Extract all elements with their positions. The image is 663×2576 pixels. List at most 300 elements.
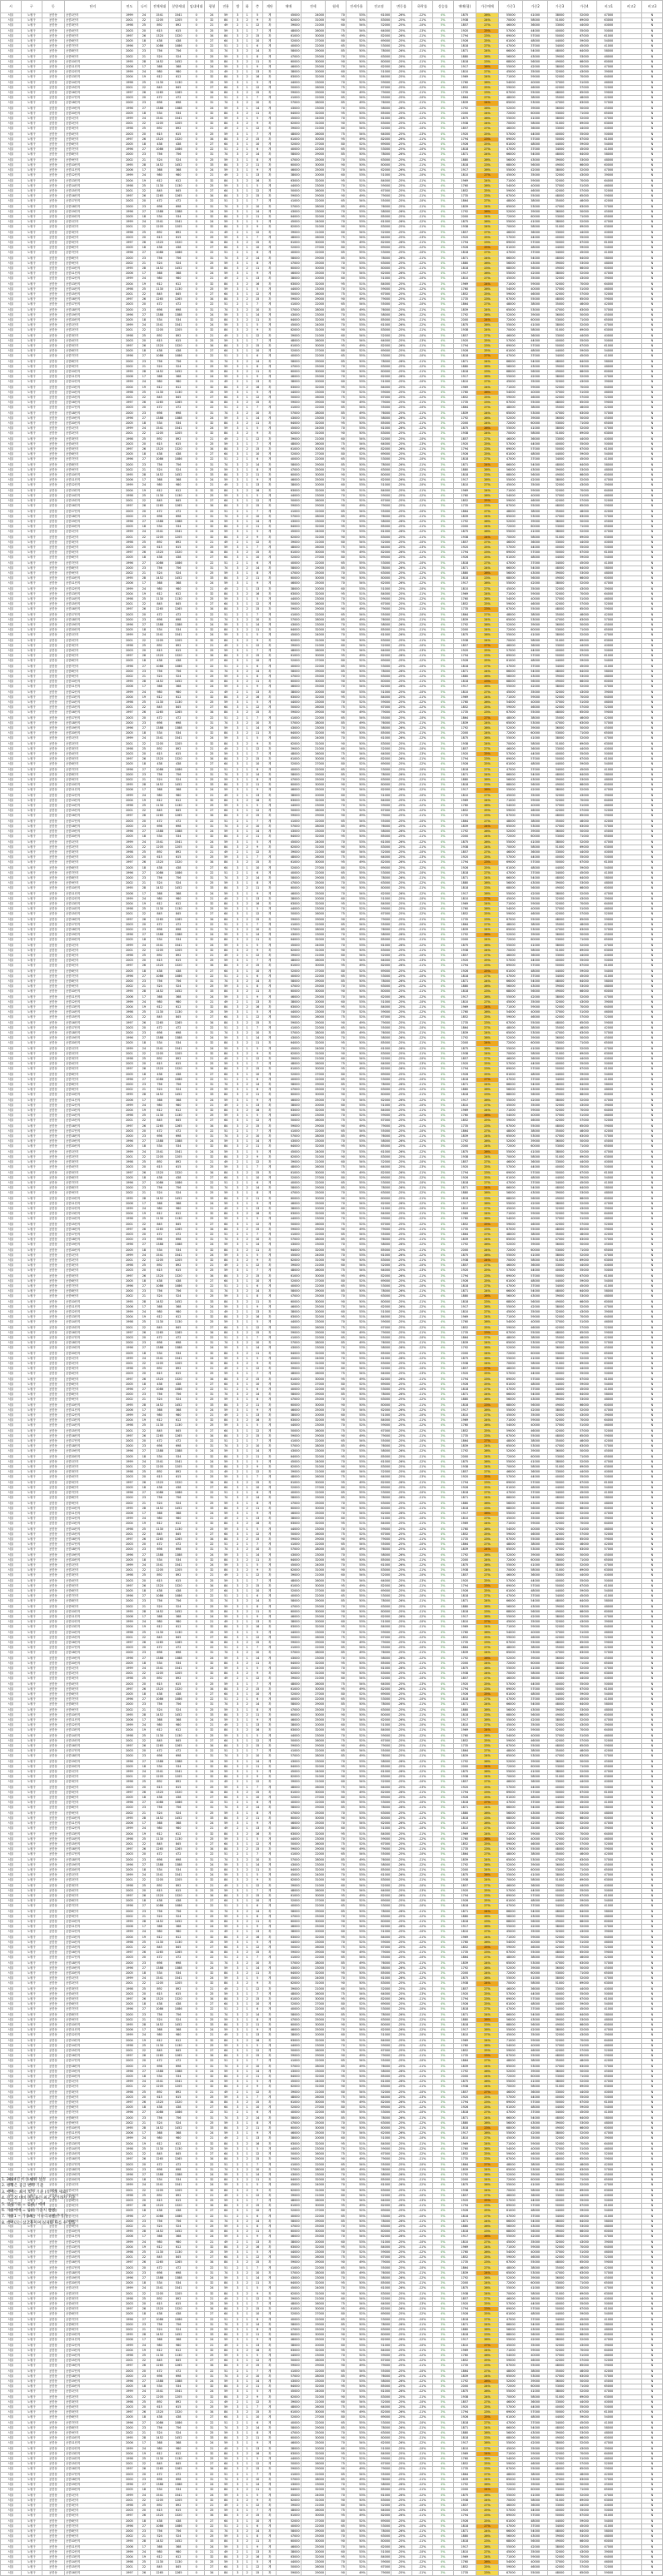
table-cell[interactable]: 24% [476,695,498,700]
table-cell[interactable]: 공릉동 [42,117,64,122]
table-cell[interactable]: 80000 [366,473,391,478]
table-cell[interactable]: 23% [476,162,498,167]
table-cell[interactable]: 3% [432,607,453,612]
table-cell[interactable]: 37000 [523,251,547,256]
table-cell[interactable]: 22 [138,431,151,436]
table-cell[interactable]: 54% [346,272,366,277]
table-cell[interactable]: 19 [138,178,151,183]
table-cell[interactable]: 2 [242,385,252,390]
table-cell[interactable]: 서울 [1,633,22,638]
table-cell[interactable]: 3% [432,49,453,54]
table-cell[interactable]: 61000 [499,762,523,767]
table-cell[interactable]: 1 [242,39,252,44]
table-cell[interactable]: 서울 [1,695,22,700]
table-cell[interactable]: 4% [432,209,453,214]
table-cell[interactable]: 2 [233,302,242,307]
table-cell[interactable]: 2000 [121,101,137,106]
table-cell[interactable]: 공릉10단지 [64,59,121,64]
table-cell[interactable]: 60 [326,277,346,282]
table-cell[interactable]: 756 [169,152,188,157]
table-cell[interactable]: 0 [187,28,204,33]
table-cell[interactable]: 41000 [523,117,547,122]
table-cell[interactable]: 43000 [572,586,596,591]
table-cell[interactable]: 1265 [169,710,188,715]
table-cell[interactable]: 47000 [547,617,571,622]
table-cell[interactable]: 0 [187,39,204,44]
table-cell[interactable]: 계 [263,246,277,251]
table-cell[interactable]: 서울 [1,173,22,178]
table-cell[interactable]: 52000 [277,452,301,457]
table-cell[interactable]: 1086 [150,354,169,359]
table-cell[interactable]: 54% [346,235,366,240]
table-cell[interactable]: 0 [187,514,204,519]
table-cell[interactable]: 18 [138,349,151,354]
table-cell[interactable]: 52000 [499,106,523,111]
table-cell[interactable]: 3 [233,602,242,607]
table-cell[interactable]: 1852 [453,499,476,504]
table-cell[interactable]: 1130 [150,493,169,498]
table-cell[interactable]: 52% [346,142,366,147]
table-cell[interactable]: 60000 [596,680,621,685]
table-cell[interactable]: N [641,256,662,261]
table-cell[interactable]: 21 [138,778,151,783]
table-cell[interactable]: 59000 [523,75,547,80]
table-cell[interactable]: 44000 [277,700,301,705]
table-cell[interactable]: 1794 [453,33,476,38]
table-cell[interactable]: 33000 [547,540,571,545]
table-cell[interactable]: 70000 [572,75,596,80]
table-cell[interactable]: 63000 [572,101,596,106]
table-cell[interactable]: 35000 [523,70,547,75]
table-cell[interactable]: 57000 [277,514,301,519]
table-cell[interactable]: 1541 [169,220,188,225]
table-cell[interactable]: 1969 [453,695,476,700]
table-cell[interactable]: 13 [252,483,263,488]
table-cell[interactable]: 3 [233,291,242,296]
table-cell[interactable]: 59000 [277,91,301,96]
table-cell[interactable]: 61000 [366,633,391,638]
column-header[interactable]: 매매(평) [453,1,476,13]
table-cell[interactable]: 25 [138,23,151,28]
table-cell[interactable]: 65 [326,96,346,101]
table-cell[interactable]: 52000 [277,762,301,767]
table-cell[interactable]: 40000 [596,23,621,28]
table-cell[interactable]: 51 [219,44,233,49]
table-cell[interactable]: 27 [205,188,219,193]
table-cell[interactable]: 서울 [1,731,22,736]
table-cell[interactable]: 52000 [572,117,596,122]
table-cell[interactable]: 24% [476,111,498,116]
table-cell[interactable]: 26000 [301,752,325,757]
table-cell[interactable]: 노원구 [21,122,42,127]
table-cell[interactable]: 1 [242,571,252,575]
table-cell[interactable]: 5% [432,199,453,204]
table-cell[interactable]: 438 [169,452,188,457]
table-cell[interactable]: 54000 [499,596,523,601]
table-cell[interactable]: 계 [263,375,277,380]
table-cell[interactable]: 1541 [150,633,169,638]
table-cell[interactable]: 33000 [547,333,571,338]
table-cell[interactable]: 49% [346,654,366,659]
table-cell[interactable]: 1 [242,675,252,680]
table-cell[interactable]: 50000 [277,602,301,607]
table-cell[interactable]: 25 [205,700,219,705]
table-cell[interactable]: 2001 [121,188,137,193]
table-cell[interactable]: 31000 [301,225,325,230]
table-cell[interactable]: 1541 [169,117,188,122]
table-cell[interactable]: 0 [187,483,204,488]
table-cell[interactable]: 공릉15단지 [64,602,121,607]
table-cell[interactable]: 54% [346,338,366,343]
table-cell[interactable]: 공릉8단지 [64,152,121,157]
table-cell[interactable]: 복 [263,654,277,659]
table-cell[interactable]: 1265 [169,401,188,406]
table-cell[interactable]: N [641,488,662,493]
table-cell[interactable]: 25 [138,333,151,338]
table-cell[interactable]: 0 [187,390,204,395]
table-cell[interactable]: 복 [263,33,277,38]
table-cell[interactable]: 64000 [277,317,301,322]
table-cell[interactable]: 2005 [121,762,137,767]
table-cell[interactable]: 20000 [301,586,325,591]
table-cell[interactable]: 33 [205,59,219,64]
table-cell[interactable]: 46000 [596,596,621,601]
table-cell[interactable]: 52000 [366,23,391,28]
table-cell[interactable]: 27% [476,540,498,545]
table-cell[interactable]: 60 [326,23,346,28]
table-cell[interactable]: 70000 [572,385,596,390]
table-cell[interactable]: 90 [326,194,346,199]
table-cell[interactable]: 9 [252,272,263,277]
table-cell[interactable]: 24 [205,106,219,111]
table-cell[interactable]: -25% [391,452,412,457]
table-cell[interactable]: 1388 [150,312,169,317]
table-cell[interactable]: 59000 [596,297,621,302]
table-cell[interactable]: 52000 [366,436,391,441]
table-cell[interactable]: -10% [412,457,433,462]
table-cell[interactable]: 60000 [523,731,547,736]
table-cell[interactable]: 65 [326,457,346,462]
table-cell[interactable]: 12 [252,23,263,28]
table-cell[interactable]: -11% [412,617,433,622]
table-cell[interactable]: 59 [219,364,233,369]
table-cell[interactable]: 63000 [277,695,301,700]
table-cell[interactable]: 62000 [366,685,391,690]
table-cell[interactable]: 71000 [572,525,596,530]
table-cell[interactable]: 17 [138,168,151,173]
table-cell[interactable]: 53% [346,675,366,680]
table-cell[interactable]: -12% [412,659,433,664]
table-cell[interactable]: 2 [233,746,242,751]
table-cell[interactable]: 3 [233,101,242,106]
table-cell[interactable]: 48000 [547,669,571,674]
table-cell[interactable]: 90 [326,741,346,746]
table-cell[interactable]: 50% [346,370,366,375]
table-cell[interactable]: 노원구 [21,65,42,70]
table-cell[interactable]: 46000 [596,700,621,705]
table-cell[interactable]: N [641,344,662,349]
table-cell[interactable]: 27% [476,457,498,462]
table-cell[interactable]: 892 [169,333,188,338]
table-cell[interactable]: 1839 [453,720,476,725]
table-cell[interactable]: 23 [138,669,151,674]
table-cell[interactable]: 서울 [1,467,22,472]
table-cell[interactable]: 79000 [366,504,391,509]
table-cell[interactable]: 1857 [453,643,476,648]
table-cell[interactable]: 공릉11단지 [64,375,121,380]
table-cell[interactable]: 51000 [366,173,391,178]
table-cell[interactable]: 50000 [547,551,571,556]
table-cell[interactable]: 58000 [523,225,547,230]
table-cell[interactable]: 61000 [277,447,301,452]
table-cell[interactable]: 3 [233,286,242,291]
table-cell[interactable]: 27 [138,106,151,111]
table-cell[interactable]: 3 [233,426,242,431]
table-cell[interactable]: 84 [219,317,233,322]
table-cell[interactable]: 845 [150,499,169,504]
table-cell[interactable]: 438 [169,659,188,664]
table-cell[interactable]: 복 [263,127,277,132]
table-cell[interactable]: 50% [346,111,366,116]
table-cell[interactable]: -10% [412,199,433,204]
table-cell[interactable]: 18 [138,628,151,633]
table-cell[interactable]: 공릉동 [42,302,64,307]
table-cell[interactable]: 698 [169,101,188,106]
table-cell[interactable]: 6 [252,561,263,566]
table-cell[interactable]: 서울 [1,556,22,561]
table-cell[interactable]: 368 [150,581,169,586]
table-cell[interactable]: 노원구 [21,127,42,132]
table-cell[interactable]: 43000 [572,483,596,488]
table-cell[interactable]: 25% [476,441,498,446]
table-cell[interactable]: N [641,173,662,178]
table-cell[interactable]: 55% [346,664,366,669]
table-cell[interactable]: 6 [252,44,263,49]
table-cell[interactable]: 25% [476,396,498,401]
table-cell[interactable]: 75 [326,338,346,343]
table-cell[interactable]: 4% [432,700,453,705]
table-cell[interactable]: 11 [252,473,263,478]
table-cell[interactable]: 84 [219,401,233,406]
table-cell[interactable]: 공릉동 [42,504,64,509]
table-cell[interactable]: 6 [252,664,263,669]
table-cell[interactable]: 756 [150,152,169,157]
table-cell[interactable]: 41000 [277,199,301,204]
table-cell[interactable]: 65000 [499,411,523,416]
table-cell[interactable]: 64000 [277,214,301,219]
table-cell[interactable]: 23% [476,654,498,659]
table-cell[interactable]: 3 [233,633,242,638]
table-cell[interactable]: 1 [242,235,252,240]
table-cell[interactable]: 66000 [499,49,523,54]
table-cell[interactable]: 45000 [572,147,596,152]
table-cell[interactable]: 59000 [572,556,596,561]
table-cell[interactable]: 42000 [547,396,571,401]
table-cell[interactable]: 7 [252,199,263,204]
table-cell[interactable]: 60 [326,643,346,648]
table-cell[interactable]: 22 [138,499,151,504]
table-cell[interactable]: 54% [346,685,366,690]
table-cell[interactable]: 25% [476,752,498,757]
table-cell[interactable]: 60 [326,483,346,488]
table-cell[interactable]: 4% [432,478,453,483]
table-cell[interactable]: 65000 [499,617,523,622]
table-cell[interactable]: 42000 [547,188,571,193]
table-cell[interactable]: 11 [252,783,263,788]
table-cell[interactable]: 서울 [1,18,22,23]
table-cell[interactable]: N [641,354,662,359]
table-cell[interactable]: 52000 [596,85,621,90]
table-cell[interactable]: 68000 [499,576,523,581]
table-cell[interactable]: 공릉동 [42,783,64,788]
table-cell[interactable]: -25% [391,628,412,633]
table-cell[interactable]: 4% [432,85,453,90]
table-cell[interactable]: 22 [205,251,219,256]
table-cell[interactable]: 25000 [301,65,325,70]
table-cell[interactable]: -25% [391,602,412,607]
table-cell[interactable]: 38000 [277,380,301,385]
table-cell[interactable]: 노원구 [21,416,42,421]
table-cell[interactable]: 70000 [499,431,523,436]
table-cell[interactable]: 75 [326,499,346,504]
table-cell[interactable]: 0 [187,333,204,338]
table-cell[interactable]: N [641,307,662,312]
table-cell[interactable]: 69000 [499,551,523,556]
table-cell[interactable]: 62000 [277,431,301,436]
table-cell[interactable]: -25% [391,514,412,519]
table-cell[interactable]: 서울 [1,530,22,535]
table-cell[interactable]: 2 [233,586,242,591]
table-cell[interactable]: 64000 [277,628,301,633]
table-cell[interactable]: 1 [242,147,252,152]
table-cell[interactable]: -25% [391,406,412,411]
table-cell[interactable]: 공릉동 [42,617,64,622]
table-cell[interactable]: 25% [476,291,498,296]
table-cell[interactable]: 49 [219,643,233,648]
table-cell[interactable]: 38000 [547,220,571,225]
table-cell[interactable]: 0 [187,199,204,204]
table-cell[interactable]: 52% [346,396,366,401]
column-header[interactable]: 월세 [326,1,346,13]
table-cell[interactable]: 438 [169,556,188,561]
table-cell[interactable]: 49 [219,690,233,695]
table-cell[interactable]: 노원구 [21,571,42,575]
table-cell[interactable]: 3% [432,473,453,478]
table-cell[interactable]: 54% [346,375,366,380]
table-cell[interactable]: 45000 [499,173,523,178]
table-cell[interactable]: 17 [138,581,151,586]
table-cell[interactable]: 50000 [547,447,571,452]
table-cell[interactable]: 55000 [572,545,596,550]
table-cell[interactable]: 4% [432,530,453,535]
table-cell[interactable]: 0 [187,556,204,561]
table-cell[interactable]: 39000 [277,333,301,338]
table-cell[interactable]: 39000 [596,690,621,695]
table-cell[interactable]: 3 [233,328,242,333]
table-cell[interactable]: 63000 [572,204,596,209]
table-cell[interactable]: 39000 [523,726,547,731]
table-cell[interactable]: 3 [233,178,242,183]
table-cell[interactable]: 서울 [1,344,22,349]
table-cell[interactable]: 공릉동 [42,436,64,441]
table-cell[interactable]: 52000 [572,478,596,483]
table-cell[interactable]: 45000 [499,586,523,591]
table-cell[interactable]: 0 [187,385,204,390]
table-cell[interactable]: 43000 [277,106,301,111]
table-cell[interactable]: 24 [138,690,151,695]
table-cell[interactable]: -11% [412,607,433,612]
table-cell[interactable]: 복 [263,695,277,700]
table-cell[interactable]: 44000 [572,230,596,235]
table-cell[interactable]: 공릉8단지 [64,462,121,467]
table-cell[interactable]: 0 [187,297,204,302]
table-cell[interactable]: N [641,39,662,44]
table-cell[interactable]: 50% [346,214,366,219]
table-cell[interactable]: 공릉동 [42,132,64,137]
table-cell[interactable]: 84 [219,137,233,142]
table-cell[interactable]: 2 [233,23,242,28]
table-cell[interactable]: 27 [205,39,219,44]
table-cell[interactable]: 4% [432,375,453,380]
table-cell[interactable]: 3 [233,680,242,685]
table-cell[interactable]: 노원구 [21,628,42,633]
table-cell[interactable]: 82000 [366,137,391,142]
table-cell[interactable]: 60000 [523,525,547,530]
table-cell[interactable]: 노원구 [21,690,42,695]
table-cell[interactable]: 22000 [301,96,325,101]
table-cell[interactable]: 1 [242,96,252,101]
table-cell[interactable]: 1998 [121,80,137,85]
table-cell[interactable]: 19 [138,75,151,80]
table-cell[interactable]: 노원구 [21,612,42,617]
table-cell[interactable]: -11% [412,638,433,643]
table-cell[interactable]: 58000 [277,359,301,364]
table-cell[interactable]: -25% [391,147,412,152]
table-cell[interactable]: -12% [412,499,433,504]
table-cell[interactable]: -11% [412,669,433,674]
table-cell[interactable]: 18 [138,39,151,44]
table-cell[interactable]: 노원구 [21,591,42,596]
table-cell[interactable]: 30000 [301,576,325,581]
table-cell[interactable]: 10 [252,659,263,664]
table-cell[interactable]: 노원구 [21,28,42,33]
table-cell[interactable]: 22 [205,664,219,669]
table-cell[interactable]: 1857 [453,540,476,545]
table-cell[interactable]: 37000 [523,147,547,152]
table-cell[interactable]: -11% [412,720,433,725]
table-cell[interactable]: 21 [138,467,151,472]
table-cell[interactable]: 2005 [121,452,137,457]
table-cell[interactable]: 31 [205,411,219,416]
table-cell[interactable]: 22 [205,302,219,307]
table-cell[interactable]: 38000 [547,272,571,277]
table-cell[interactable]: 1205 [150,122,169,127]
table-cell[interactable]: 27% [476,483,498,488]
table-cell[interactable]: 70 [326,54,346,59]
table-cell[interactable]: 3% [432,204,453,209]
table-cell[interactable]: -10% [412,251,433,256]
table-cell[interactable]: 공릉13단지 [64,178,121,183]
table-cell[interactable]: 공릉동 [42,359,64,364]
table-cell[interactable]: 16 [252,75,263,80]
table-cell[interactable]: 524 [150,571,169,575]
table-cell[interactable]: 60000 [596,59,621,64]
table-cell[interactable]: 49% [346,344,366,349]
table-cell[interactable]: N [641,401,662,406]
table-cell[interactable]: 11 [252,111,263,116]
table-cell[interactable]: 70 [326,478,346,483]
table-cell[interactable]: 노원구 [21,157,42,162]
